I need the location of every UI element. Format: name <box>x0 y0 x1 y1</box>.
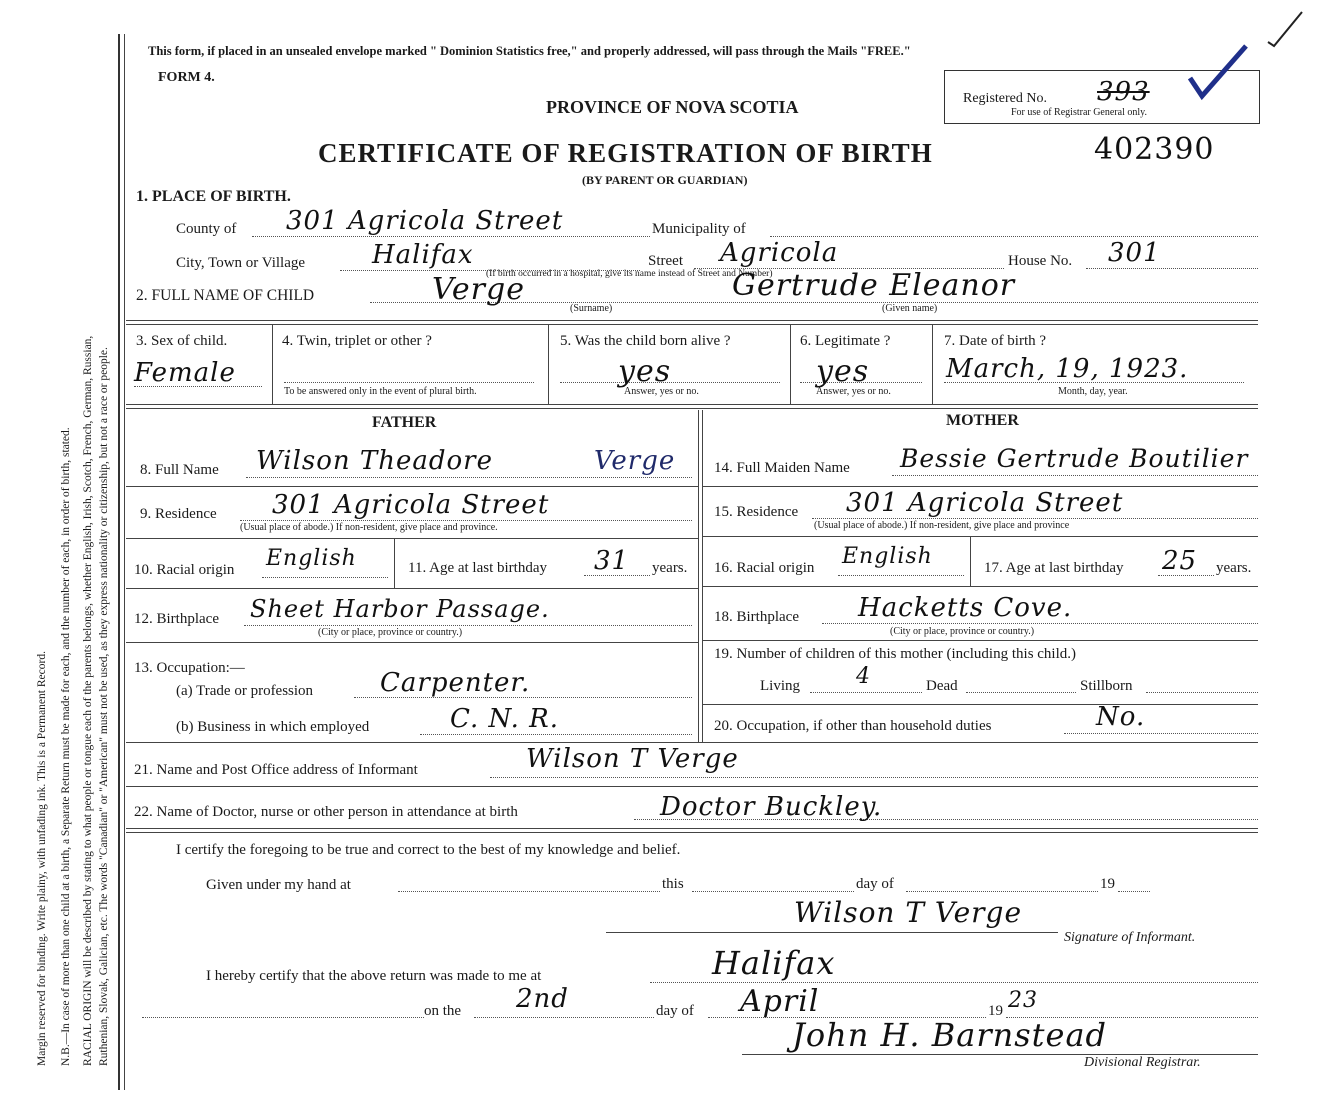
dob-value: March, 19, 1923. <box>946 354 1189 384</box>
house-label: House No. <box>1008 253 1073 269</box>
province-title: PROVINCE OF NOVA SCOTIA <box>546 97 799 117</box>
father-name-value: Wilson Theadore <box>256 446 493 476</box>
father-biz-label: (b) Business in which employed <box>176 719 370 735</box>
margin-rule-inner <box>124 34 125 1090</box>
father-bp-label: 12. Birthplace <box>134 611 219 627</box>
father-age-value: 31 <box>594 546 630 576</box>
child-given-value: Gertrude Eleanor <box>732 268 1016 303</box>
registered-number: 393 <box>1097 77 1150 107</box>
city-label: City, Town or Village <box>176 255 306 271</box>
alive-value: yes <box>618 354 672 389</box>
mother-res-note: (Usual place of abode.) If non-resident, give place and province <box>814 520 1070 531</box>
father-biz-value: C. N. R. <box>450 704 559 734</box>
registration-place: Halifax <box>712 944 836 982</box>
father-res-value: 301 Agricola Street <box>272 490 550 520</box>
father-name-label: 8. Full Name <box>140 462 219 478</box>
certificate-subtitle: (BY PARENT OR GUARDIAN) <box>582 173 748 187</box>
father-age-unit: years. <box>652 560 688 576</box>
informant-label: 21. Name and Post Office address of Informant <box>134 762 418 778</box>
mother-res-label: 15. Residence <box>714 504 799 520</box>
father-res-note: (Usual place of abode.) If non-resident, give place and province. <box>240 522 498 533</box>
living-label: Living <box>760 678 800 694</box>
margin-note-1: Margin reserved for binding. Write plainy, with unfading ink. This is a Permanent Record. <box>36 651 48 1066</box>
street-value: Agricola <box>720 238 839 268</box>
mother-res-value: 301 Agricola Street <box>846 488 1124 518</box>
mother-bp-label: 18. Birthplace <box>714 609 799 625</box>
legit-label: 6. Legitimate ? <box>800 333 891 349</box>
margin-note-3: RACIAL ORIGIN will be described by stating to what people or tongue each of the parents belongs, whether English, Irish, Scotch, French, German, Russian, <box>82 335 94 1066</box>
registrar-note: For use of Registrar General only. <box>1011 107 1147 118</box>
informant-signature: Wilson T Verge <box>794 896 1023 929</box>
father-trade-value: Carpenter. <box>380 668 531 698</box>
margin-note-4: Ruthenian, Slovak, Galician, etc. The words "Canadian" or "American" must not be used, as they express nationality or citizenship, but not a race or people. <box>98 347 110 1066</box>
given-label: Given under my hand at <box>206 877 351 893</box>
place-heading: 1. PLACE OF BIRTH. <box>136 188 291 205</box>
registration-year: 23 <box>1008 988 1038 1013</box>
surname-caption: (Surname) <box>570 303 613 314</box>
mother-age-label: 17. Age at last birthday <box>984 560 1124 576</box>
signature-caption: Signature of Informant. <box>1064 930 1196 945</box>
mother-heading: MOTHER <box>946 412 1019 429</box>
alive-label: 5. Was the child born alive ? <box>560 333 731 349</box>
dob-note: Month, day, year. <box>1058 386 1128 397</box>
day-of-label: day of <box>856 876 894 892</box>
this-label: this <box>662 876 684 892</box>
day-of-label-2: day of <box>656 1003 694 1019</box>
sex-label: 3. Sex of child. <box>136 333 228 349</box>
county-value: 301 Agricola Street <box>286 206 564 236</box>
mother-name-label: 14. Full Maiden Name <box>714 460 850 476</box>
father-race-value: English <box>266 546 357 571</box>
registration-day: 2nd <box>516 984 569 1014</box>
street-label: Street <box>648 253 683 269</box>
children-label: 19. Number of children of this mother (including this child.) <box>714 646 1077 662</box>
registered-label: Registered No. <box>963 91 1047 106</box>
on-the-label: on the <box>424 1003 462 1019</box>
dob-label: 7. Date of birth ? <box>944 333 1047 349</box>
mother-age-value: 25 <box>1162 546 1198 576</box>
mother-occ-value: No. <box>1096 702 1146 732</box>
legit-value: yes <box>816 354 870 389</box>
father-res-label: 9. Residence <box>140 506 217 522</box>
twin-note: To be answered only in the event of plural birth. <box>284 386 477 397</box>
house-value: 301 <box>1108 238 1161 268</box>
mother-bp-note: (City or place, province or country.) <box>890 626 1035 637</box>
doctor-label: 22. Name of Doctor, nurse or other person in attendance at birth <box>134 804 518 820</box>
child-name-label: 2. FULL NAME OF CHILD <box>136 287 315 304</box>
form-number: FORM 4. <box>158 70 215 85</box>
living-value: 4 <box>856 664 871 689</box>
margin-rule <box>118 34 120 1090</box>
year-prefix: 19 <box>1100 876 1115 892</box>
registrar-statement: I hereby certify that the above return was made to me at <box>206 968 542 984</box>
margin-note-2: N.B.—In case of more than one child at a birth, a Separate Return must be made for each, and the number of each, in order of birth, stated. <box>60 427 72 1066</box>
mother-bp-value: Hacketts Cove. <box>858 593 1073 623</box>
stillborn-label: Stillborn <box>1080 678 1133 694</box>
dead-label: Dead <box>926 678 958 694</box>
hospital-note: (If birth occurred in a hospital, give its name instead of Street and Number) <box>486 269 773 279</box>
mother-race-value: English <box>842 544 933 569</box>
certificate-number: 402390 <box>1094 132 1215 167</box>
father-heading: FATHER <box>372 414 437 431</box>
father-occ-label: 13. Occupation:— <box>134 660 245 676</box>
mother-occ-label: 20. Occupation, if other than household duties <box>714 718 992 734</box>
municipality-label: Municipality of <box>652 221 746 237</box>
father-age-label: 11. Age at last birthday <box>408 560 547 576</box>
registrar-caption: Divisional Registrar. <box>1084 1055 1201 1070</box>
given-caption: (Given name) <box>882 303 938 314</box>
alive-note: Answer, yes or no. <box>624 386 699 397</box>
year-printed: 19 <box>988 1003 1003 1019</box>
father-bp-note: (City or place, province or country.) <box>318 627 463 638</box>
city-value: Halifax <box>372 240 474 270</box>
postal-note: This form, if placed in an unsealed envelope marked " Dominion Statistics free," and properly addressed, will pass through the Mails "FREE." <box>148 44 911 58</box>
registration-month: April <box>740 984 820 1019</box>
twin-label: 4. Twin, triplet or other ? <box>282 333 432 349</box>
child-surname-value: Verge <box>432 272 525 307</box>
mother-race-label: 16. Racial origin <box>714 560 815 576</box>
mother-name-value: Bessie Gertrude Boutilier <box>900 444 1249 473</box>
county-label: County of <box>176 221 237 237</box>
sex-value: Female <box>134 358 236 388</box>
check-mark-icon <box>1180 6 1310 102</box>
certificate-title: CERTIFICATE OF REGISTRATION OF BIRTH <box>318 138 933 168</box>
registrar-signature: John H. Barnstead <box>792 1016 1108 1054</box>
mother-age-unit: years. <box>1216 560 1252 576</box>
doctor-value: Doctor Buckley. <box>660 792 883 822</box>
cert-statement: I certify the foregoing to be true and correct to the best of my knowledge and belief. <box>176 842 681 858</box>
informant-value: Wilson T Verge <box>526 744 739 774</box>
father-surname-value: Verge <box>594 446 676 476</box>
legit-note: Answer, yes or no. <box>816 386 891 397</box>
father-trade-label: (a) Trade or profession <box>176 683 314 699</box>
father-race-label: 10. Racial origin <box>134 562 235 578</box>
father-bp-value: Sheet Harbor Passage. <box>250 595 550 623</box>
